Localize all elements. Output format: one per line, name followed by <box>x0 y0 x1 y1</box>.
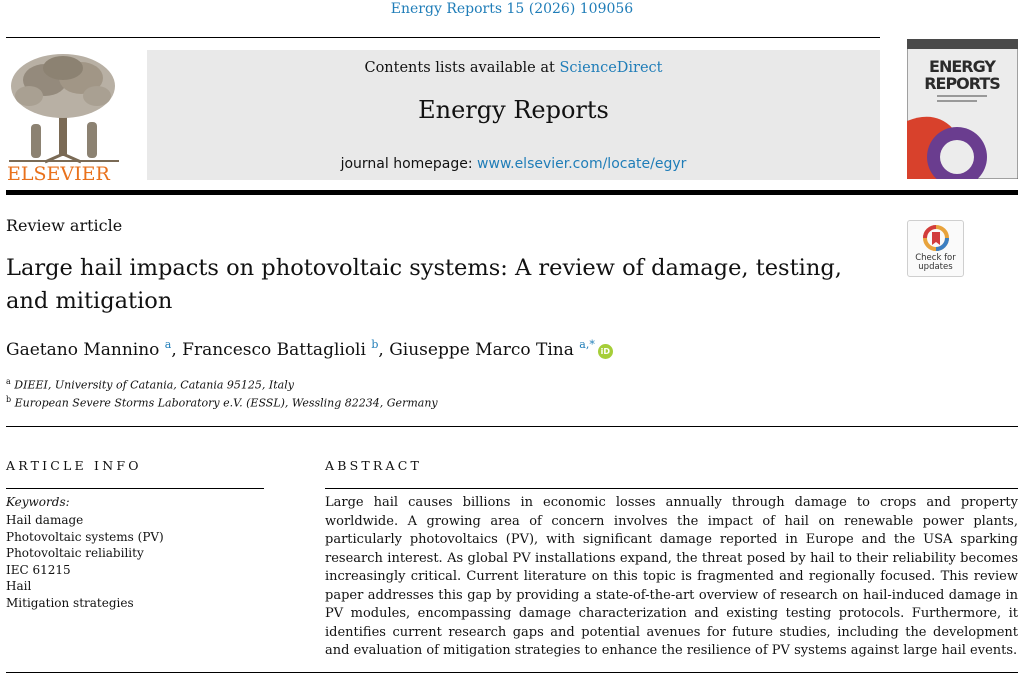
contents-line <box>147 60 880 76</box>
affiliation-marker: a <box>6 377 11 386</box>
affiliation-text: DIEEI, University of Catania, Catania 95125, Italy <box>14 378 294 392</box>
affiliation <box>6 395 438 410</box>
author-separator: , <box>378 340 390 360</box>
elsevier-logo[interactable] <box>5 50 123 182</box>
footer-divider <box>6 672 1018 673</box>
author-affiliation-marker[interactable]: b <box>371 338 379 351</box>
crossmark-icon <box>923 225 949 253</box>
affiliation-marker: b <box>6 395 12 404</box>
keyword-item: Photovoltaic reliability <box>6 546 144 561</box>
journal-citation[interactable]: Energy Reports 15 (2026) 109056 <box>390 1 634 17</box>
author-affiliation-marker[interactable]: a <box>164 338 172 351</box>
keyword-item: Hail damage <box>6 513 84 527</box>
journal-homepage-link[interactable]: www.elsevier.com/locate/egyr <box>477 156 687 172</box>
author-separator: , <box>171 340 183 360</box>
author-affiliation-marker[interactable]: a,* <box>579 338 595 351</box>
author-name[interactable]: Giuseppe Marco Tina <box>389 340 574 360</box>
homepage-line <box>147 156 880 172</box>
sciencedirect-link[interactable]: ScienceDirect <box>559 60 663 76</box>
header-divider <box>6 37 880 38</box>
tree-icon <box>5 50 123 182</box>
affiliation-text: European Severe Storms Laboratory e.V. (ESSL), Wessling 82234, Germany <box>14 396 438 410</box>
crossmark-label: Check for updates <box>915 253 956 272</box>
article-info-divider <box>6 488 264 489</box>
abstract-text: Large hail causes billions in economic losses annually through damage to crops and property worldwide. A growing area of concern involves the impact of hail on renewable power plants, particularly photovoltaics (PV), with significant damage reported in Europe and the USA sparking research interest. As global PV installations expand, the threat posed by hail to their reliability becomes increasingly critical. Current literature on this topic is fragmented and regionally focused. This review paper addresses this gap by providing a state-of-the-art overview of research on hail-induced damage in PV modules, encompassing damage characterization and existing testing protocols. Furthermore, it identifies current research gaps and potential avenues for future studies, including the development and evaluation of mitigation strategies to enhance the resilience of PV systems against large hail events. <box>325 495 1018 658</box>
article-type: Review article <box>6 216 123 235</box>
keywords-label: Keywords: <box>6 495 70 509</box>
cover-letter: e <box>944 137 970 178</box>
keyword-list <box>6 512 164 612</box>
cover-title-line1: ENERGY <box>929 57 995 76</box>
affiliation-divider <box>6 426 1018 427</box>
keyword-item: Hail <box>6 579 32 594</box>
cover-title-line2: REPORTS <box>924 74 1000 93</box>
homepage-prefix: journal homepage: <box>340 156 478 172</box>
author-name[interactable]: Francesco Battaglioli <box>182 340 366 360</box>
check-for-updates-button[interactable] <box>907 220 964 277</box>
orcid-icon[interactable]: iD <box>598 344 613 359</box>
article-info-heading: ARTICLE INFO <box>6 458 142 473</box>
journal-banner <box>147 50 880 180</box>
author-name[interactable]: Gaetano Mannino <box>6 340 160 360</box>
elsevier-wordmark: ELSEVIER <box>7 163 110 182</box>
author-list <box>6 338 613 360</box>
keyword-item: Mitigation strategies <box>6 595 134 610</box>
article-title: Large hail impacts on photovoltaic systems: A review of damage, testing, and mitigation <box>6 255 842 314</box>
abstract-heading: ABSTRACT <box>325 458 423 473</box>
keyword-item: Photovoltaic systems (PV) <box>6 529 164 544</box>
journal-cover[interactable] <box>907 39 1018 179</box>
affiliation <box>6 377 294 392</box>
journal-title: Energy Reports <box>418 96 609 124</box>
abstract-divider <box>325 488 1018 489</box>
contents-prefix: Contents lists available at <box>364 60 560 76</box>
header-thick-divider <box>6 190 1018 195</box>
keyword-item: IEC 61215 <box>6 562 71 577</box>
